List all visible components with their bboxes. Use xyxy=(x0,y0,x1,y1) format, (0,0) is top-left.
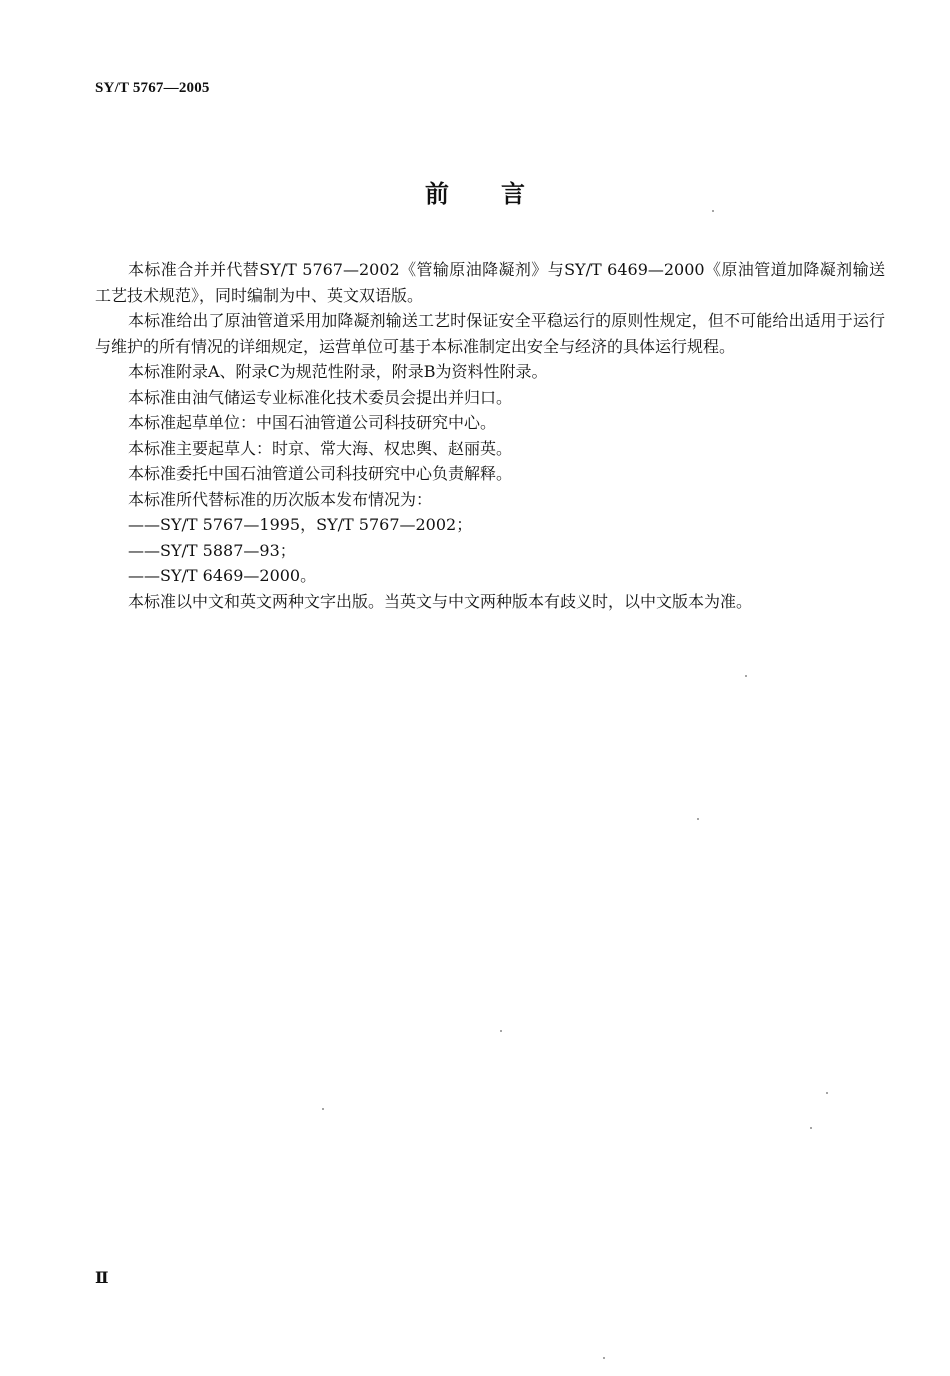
paragraph: 本标准委托中国石油管道公司科技研究中心负责解释。 xyxy=(128,464,513,483)
history-item: ——SY/T 5767—1995，SY/T 5767—2002； xyxy=(128,515,473,534)
foreword-body xyxy=(95,257,885,614)
scan-speck xyxy=(697,818,699,820)
paragraph: 本标准所代替标准的历次版本发布情况为： xyxy=(128,489,433,509)
scan-speck xyxy=(500,1030,502,1032)
paragraph: 本标准主要起草人：时京、常大海、权忠舆、赵丽英。 xyxy=(128,438,513,458)
history-item: ——SY/T 5887—93； xyxy=(128,540,296,560)
scan-speck xyxy=(745,675,747,677)
scan-speck xyxy=(826,1092,828,1094)
scan-speck xyxy=(712,210,714,212)
page-title: 前言 xyxy=(425,180,577,208)
paragraph: 本标准附录A、附录C为规范性附录，附录B为资料性附录。 xyxy=(128,362,548,381)
closing-paragraph: 本标准以中文和英文两种文字出版。当英文与中文两种版本有歧义时，以中文版本为准。 xyxy=(128,591,753,611)
paragraph: 本标准合并并代替SY/T 5767—2002《管输原油降凝剂》与SY/T 6469—2000《原油管道加降凝剂输送工艺技术规范》，同时编制为中、英文双语版。 xyxy=(95,260,885,305)
standard-code: SY/T 5767—2005 xyxy=(95,80,210,96)
scan-speck xyxy=(603,1357,605,1359)
scan-speck xyxy=(322,1108,324,1110)
history-item: ——SY/T 6469—2000。 xyxy=(128,566,317,585)
scan-speck xyxy=(810,1127,812,1129)
paragraph: 本标准由油气储运专业标准化技术委员会提出并归口。 xyxy=(128,387,513,407)
paragraph: 本标准起草单位：中国石油管道公司科技研究中心。 xyxy=(128,413,497,432)
paragraph: 本标准给出了原油管道采用加降凝剂输送工艺时保证安全平稳运行的原则性规定，但不可能给出适用于运行与维护的所有情况的详细规定，运营单位可基于本标准制定出安全与经济的具体运行规程。 xyxy=(95,311,885,356)
page-number: Ⅱ xyxy=(95,1270,109,1287)
